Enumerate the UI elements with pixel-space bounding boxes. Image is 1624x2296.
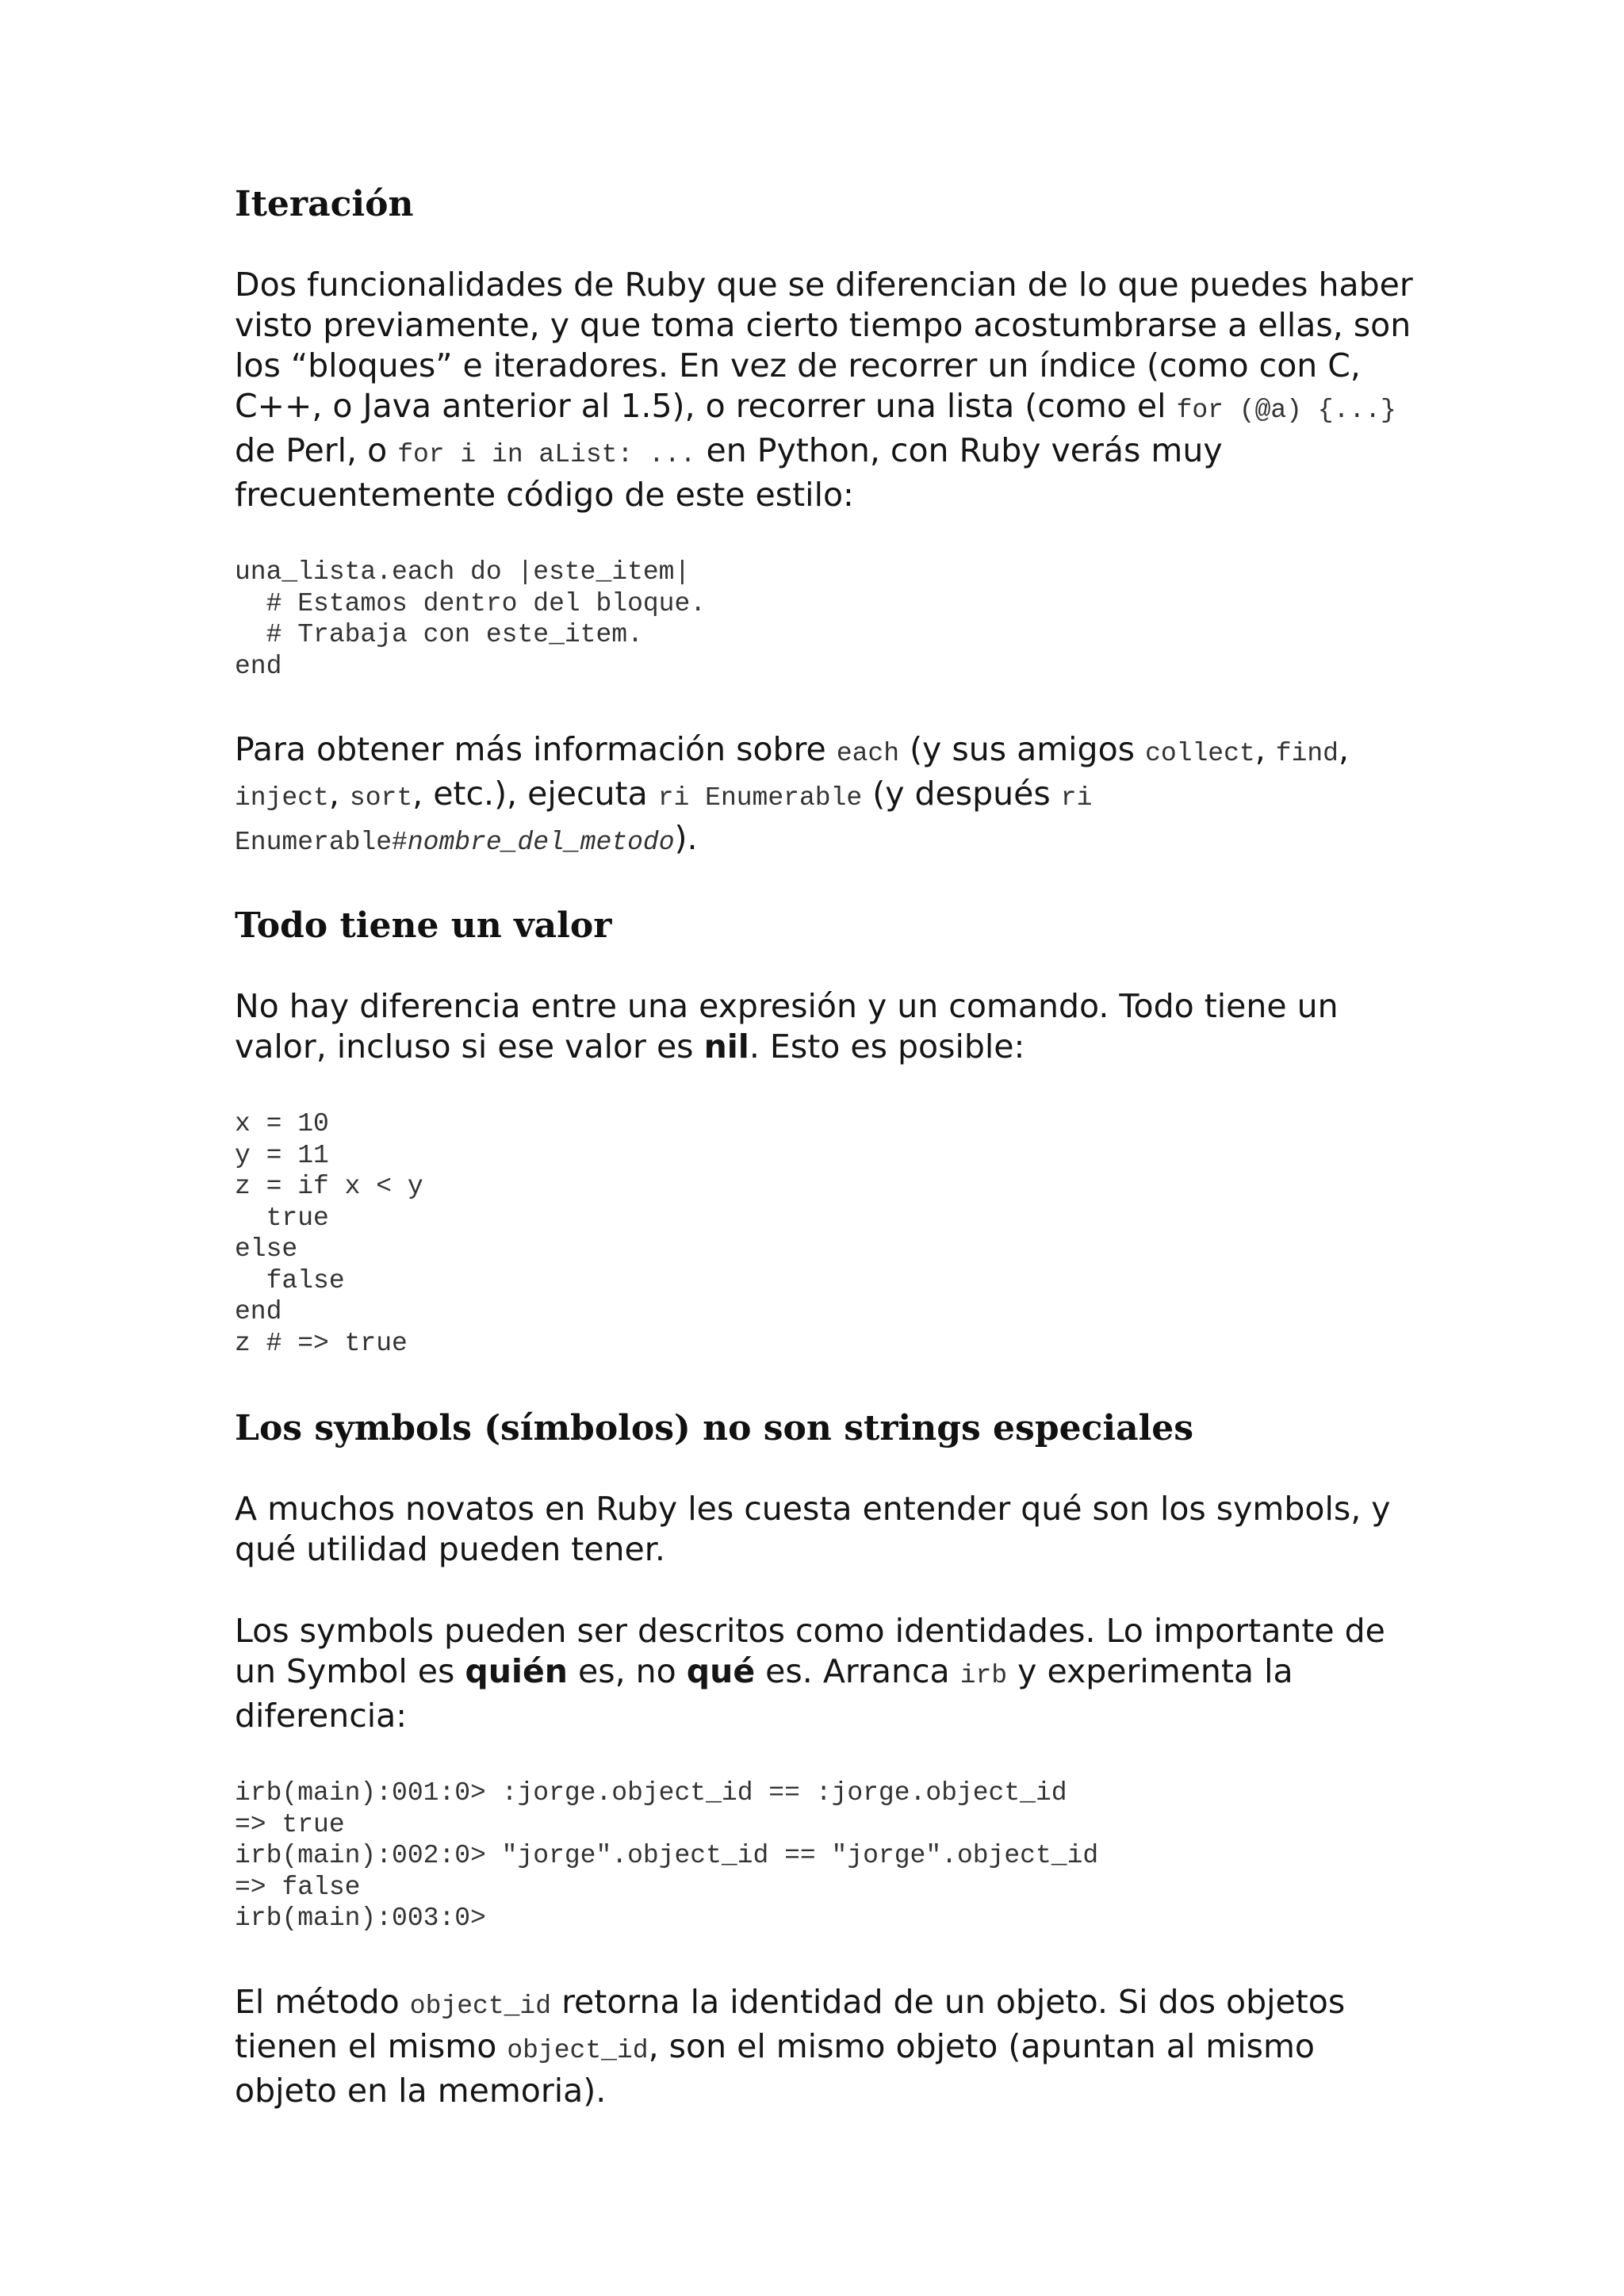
code-line: y = 11: [235, 1140, 329, 1170]
code-line: # Trabaja con este_item.: [235, 620, 643, 649]
inline-code: sort: [349, 783, 413, 813]
text: en Python, con Ruby verás muy frecuentemente código de este estilo:: [235, 431, 1223, 514]
inline-code: inject: [235, 783, 329, 813]
inline-code: irb: [959, 1661, 1008, 1690]
inline-code: for i in aList: ...: [397, 440, 696, 469]
text: ,: [328, 775, 350, 813]
code-line: false: [235, 1265, 345, 1295]
code-line: true: [235, 1203, 329, 1233]
bold-text: quién: [465, 1652, 568, 1690]
inline-code: object_id: [409, 1991, 552, 2021]
paragraph-symbols-intro: A muchos novatos en Ruby les cuesta entender qué son los symbols, y qué utilidad pueden tener.: [235, 1490, 1391, 1568]
text: (y sus amigos: [899, 730, 1146, 768]
bold-text: qué: [686, 1652, 756, 1690]
document-page: [235, 182, 1416, 2152]
code-block-valor: [235, 1108, 1416, 1359]
section-heading-iteracion: Iteración: [235, 184, 414, 224]
code-line: end: [235, 651, 282, 681]
code-line: z = if x < y: [235, 1172, 423, 1201]
code-line: irb(main):002:0> "jorge".object_id == "jorge".object_id: [235, 1841, 1099, 1870]
text: y experimenta la diferencia:: [235, 1652, 1293, 1735]
text: es. Arranca: [755, 1652, 960, 1690]
code-line: z # => true: [235, 1328, 408, 1358]
code-line: una_lista.each do |este_item|: [235, 557, 691, 587]
paragraph-iteracion-intro: [235, 265, 1416, 515]
code-line: else: [235, 1234, 298, 1264]
section-heading-symbols: Los symbols (símbolos) no son strings especiales: [235, 1408, 1194, 1448]
code-line: irb(main):003:0>: [235, 1904, 486, 1933]
text: ,: [1254, 730, 1276, 768]
paragraph-symbols-identity: [235, 1611, 1416, 1736]
paragraph-symbols-object-id: [235, 1982, 1416, 2111]
text: . Esto es posible:: [749, 1027, 1025, 1066]
code-block-symbols: [235, 1777, 1416, 1934]
inline-code: each: [836, 739, 900, 768]
code-line: end: [235, 1297, 282, 1326]
code-text: ri Enumerable#: [235, 783, 1093, 857]
inline-code: collect: [1145, 739, 1255, 768]
paragraph-valor-intro: [235, 986, 1416, 1067]
text: de Perl, o: [235, 431, 398, 469]
code-line: # Estamos dentro del bloque.: [235, 588, 707, 618]
text: ).: [674, 819, 698, 857]
code-line: => false: [235, 1872, 361, 1902]
text: Los symbols pueden ser descritos como identidades. Lo importante de un Symbol es: [235, 1612, 1385, 1690]
text: (y después: [862, 775, 1061, 813]
text: , etc.), ejecuta: [412, 775, 658, 813]
code-line: => true: [235, 1809, 345, 1839]
text: ,: [1338, 730, 1350, 768]
section-heading-todo-tiene-un-valor: Todo tiene un valor: [235, 905, 612, 946]
code-line: irb(main):001:0> :jorge.object_id == :jorge.object_id: [235, 1778, 1067, 1808]
code-line: x = 10: [235, 1109, 329, 1138]
text: Dos funcionalidades de Ruby que se diferencian de lo que puedes haber visto previamente, y que toma cierto tiempo acostumbrarse a ellas, son los “bloques” e iteradores. En vez de recorrer un índice (como con C, C++, o Java anterior al 1.5), o recorrer una lista (como el: [235, 266, 1413, 425]
code-block-iteracion: [235, 557, 1416, 682]
text: , son el mismo objeto (apuntan al mismo objeto en la memoria).: [235, 2026, 1316, 2110]
bold-text: nil: [703, 1027, 749, 1066]
text: No hay diferencia entre una expresión y un comando. Todo tiene un valor, incluso si ese valor es: [235, 987, 1339, 1066]
text: es, no: [567, 1652, 687, 1690]
text: retorna la identidad de un objeto. Si dos objetos tienen el mismo: [235, 1982, 1346, 2065]
inline-code: ri Enumerable: [657, 783, 863, 813]
text: Para obtener más información sobre: [235, 730, 837, 768]
paragraph-iteracion-more-info: [235, 729, 1416, 863]
inline-code: object_id: [507, 2035, 649, 2065]
inline-code: find: [1275, 739, 1339, 768]
code-italic: nombre_del_metodo: [407, 828, 675, 857]
inline-code: for (@a) {...}: [1176, 396, 1396, 425]
text: El método: [235, 1982, 410, 2021]
